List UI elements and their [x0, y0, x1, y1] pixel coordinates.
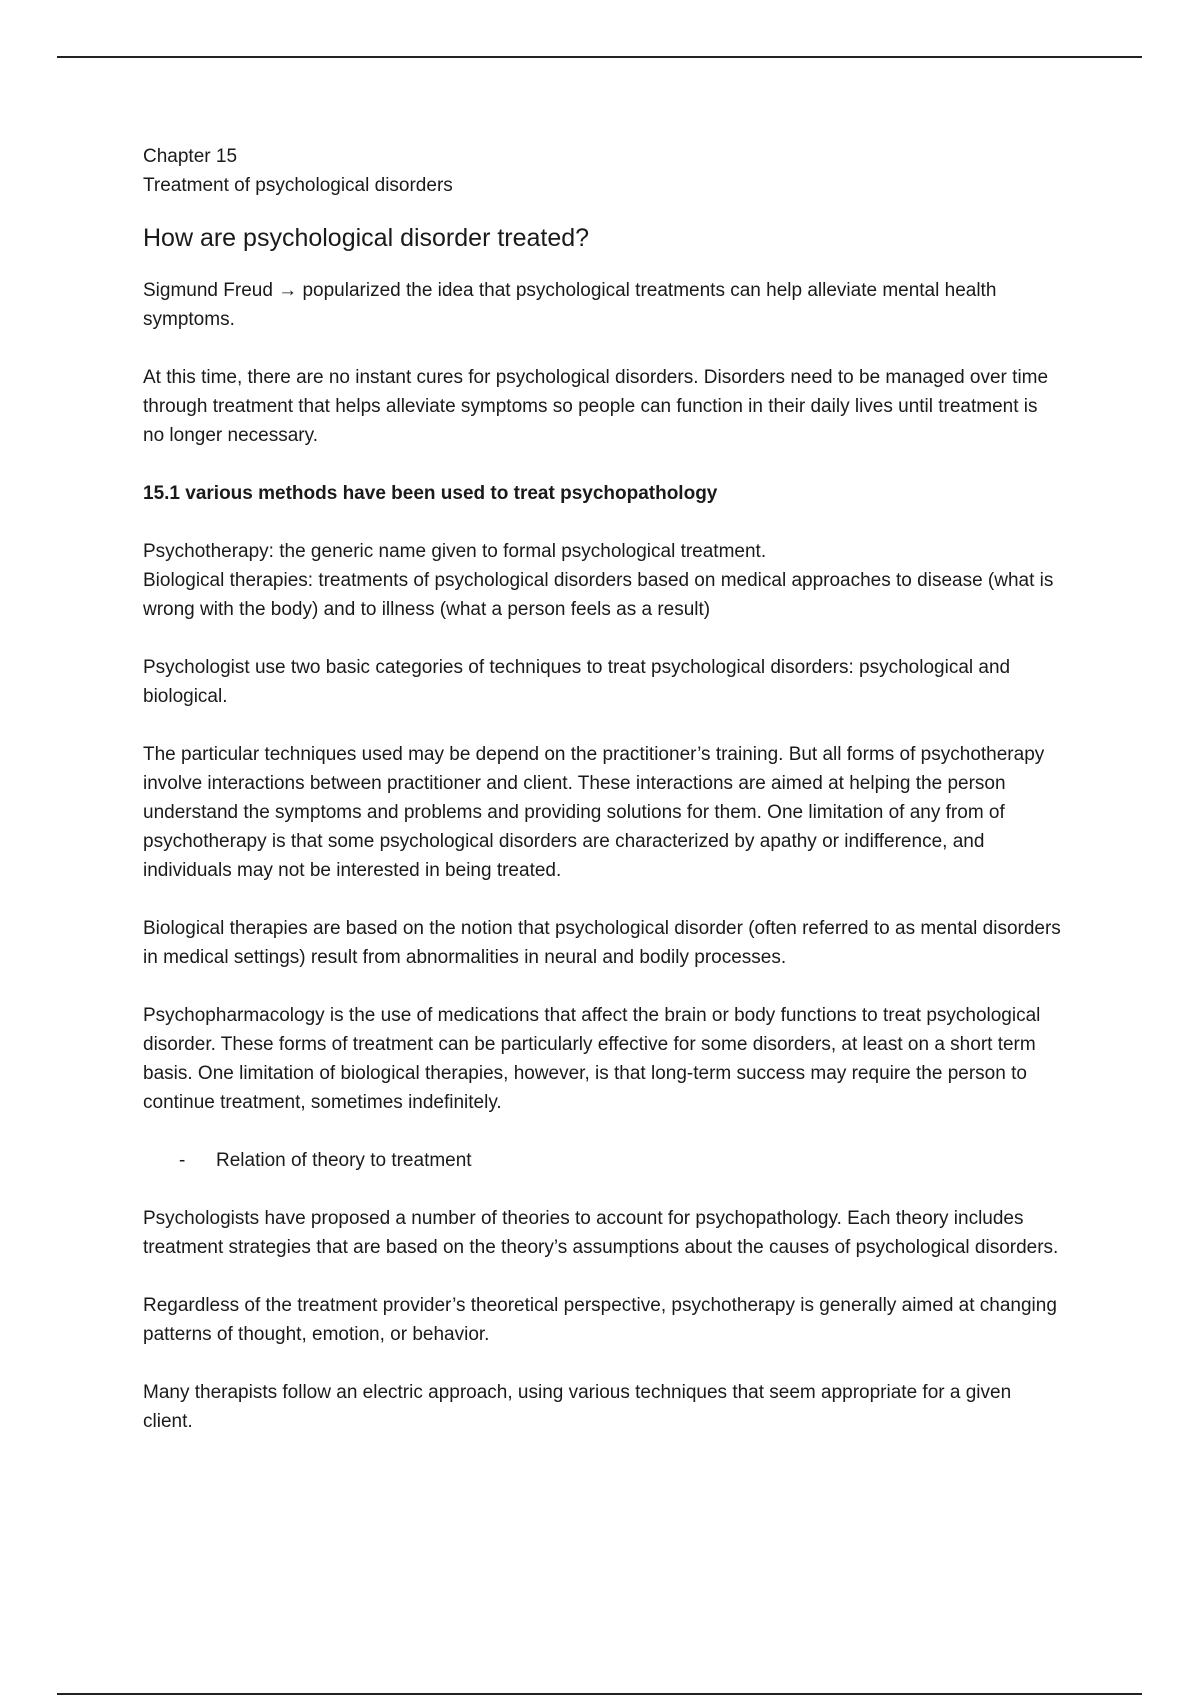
- chapter-number: Chapter 15: [143, 146, 238, 167]
- paragraph-no-cures: At this time, there are no instant cures for psychological disorders. Disorders need to be managed over time through treatment that helps alleviate symptoms so people can function in their daily lives until treatment is no longer necessary.: [143, 367, 1049, 446]
- top-rule: [57, 56, 1142, 58]
- bullet-dash: -: [179, 1150, 186, 1171]
- paragraph-biological-notion: Biological therapies are based on the notion that psychological disorder (often referred to as mental disorders in medical settings) result from abnormalities in neural and bodily processes.: [143, 918, 1061, 968]
- document-body: [143, 142, 1063, 1465]
- biological-therapies-definition: Biological therapies: treatments of psychological disorders based on medical approaches to disease (what is wrong with the body) and to illness (what a person feels as a result): [143, 570, 1054, 620]
- bullet-text: Relation of theory to treatment: [216, 1150, 472, 1171]
- paragraph-eclectic: Many therapists follow an electric approach, using various techniques that seem appropriate for a given client.: [143, 1382, 1012, 1432]
- paragraph-freud: Sigmund Freud → popularized the idea that psychological treatments can help alleviate mental health symptoms.: [143, 280, 997, 330]
- paragraph-psychopharmacology: Psychopharmacology is the use of medications that affect the brain or body functions to treat psychological disorder. These forms of treatment can be particularly effective for some disorders, at least on a short term basis. One limitation of biological therapies, however, is that long-term success may require the person to continue treatment, sometimes indefinitely.: [143, 1005, 1041, 1113]
- chapter-title: Treatment of psychological disorders: [143, 175, 453, 196]
- paragraph-theories: Psychologists have proposed a number of theories to account for psychopathology. Each theory includes treatment strategies that are based on the theory’s assumptions about the causes of psychological disorders.: [143, 1208, 1059, 1258]
- bullet-item: [143, 1146, 1063, 1175]
- section-heading: How are psychological disorder treated?: [143, 224, 590, 252]
- paragraph-two-categories: Psychologist use two basic categories of techniques to treat psychological disorders: psychological and biological.: [143, 657, 1011, 707]
- paragraph-techniques: The particular techniques used may be depend on the practitioner’s training. But all forms of psychotherapy involve interactions between practitioner and client. These interactions are aimed at helping the person understand the symptoms and problems and providing solutions for them. One limitation of any from of psychotherapy is that some psychological disorders are characterized by apathy or indifference, and individuals may not be interested in being treated.: [143, 744, 1045, 881]
- psychotherapy-definition: Psychotherapy: the generic name given to formal psychological treatment.: [143, 541, 767, 562]
- subsection-heading: 15.1 various methods have been used to treat psychopathology: [143, 483, 718, 504]
- paragraph-regardless: Regardless of the treatment provider’s theoretical perspective, psychotherapy is generally aimed at changing patterns of thought, emotion, or behavior.: [143, 1295, 1057, 1345]
- bottom-rule: [57, 1693, 1142, 1695]
